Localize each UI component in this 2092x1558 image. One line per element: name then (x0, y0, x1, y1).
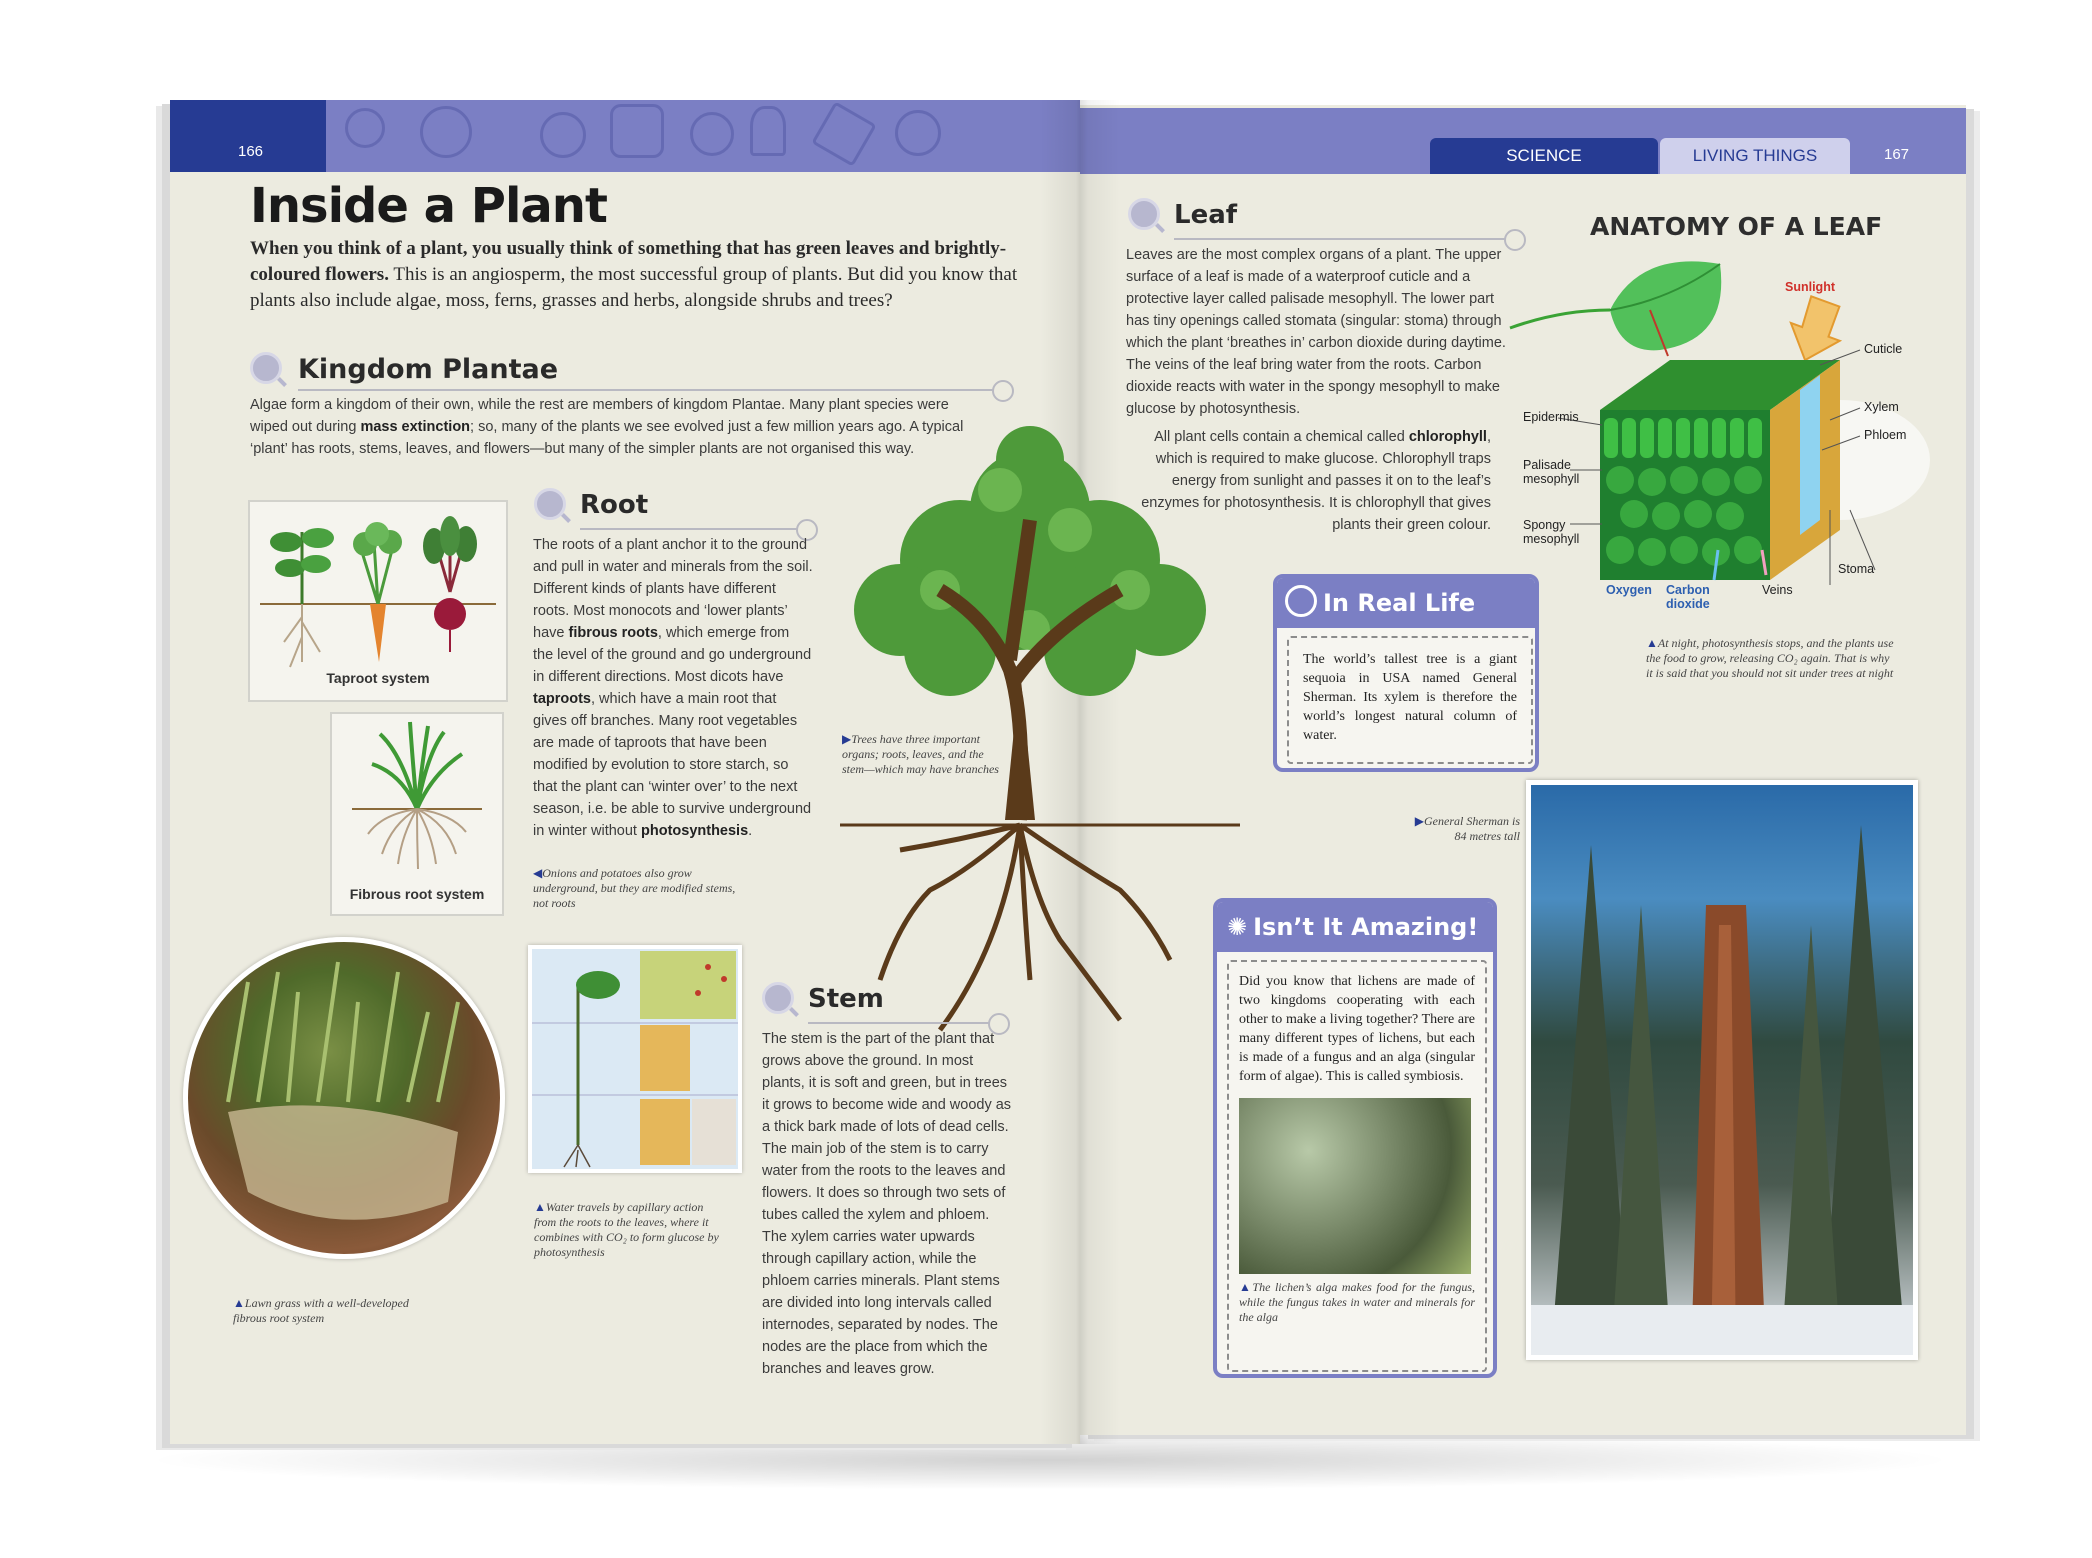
in-real-life-heading: In Real Life (1323, 589, 1476, 617)
left-page-number-block (170, 100, 326, 172)
magnifier-icon (534, 488, 566, 520)
label-palisade: Palisade mesophyll (1523, 458, 1580, 486)
intro-bold: When you think of a plant, you usually think of something that has green leaves and brightly-coloured flowers. (250, 238, 1007, 285)
in-real-life-text: The world’s tallest tree is a giant sequoia in USA named General Sherman. Its xylem is therefore the world’s longest natural column of water. (1287, 636, 1533, 764)
label-veins: Veins (1762, 583, 1793, 597)
chlorophyll-text-b: , which is required to make glucose. Chlorophyll traps energy from sunlight and passes it on to the leaf’s enzymes for photosynthesis. It is chlorophyll that gives plants their green colour. (1141, 429, 1491, 533)
label-epidermis: Epidermis (1523, 410, 1579, 424)
leaf-text: Leaves are the most complex organs of a plant. The upper surface of a leaf is made of a waterproof cuticle and a protective layer called palisade mesophyll. The lower part has tiny openings called stomata (singular: stoma) through which the plant ‘breathes in’ carbon dioxide during daytime. The veins of the leaf bring water from the roots. Carbon dioxide reacts with water in the spongy mesophyll to make glucose by photosynthesis. (1126, 247, 1506, 417)
fibrous-root-figure (330, 712, 504, 916)
grass-caption: ▲Lawn grass with a well-developed fibrous root system (233, 1296, 409, 1325)
root-text-1: The roots of a plant anchor it to the ground and pull in water and minerals from the soil. Different kinds of plants have different roots. Most monocots and ‘lower plants’ have (533, 537, 813, 641)
capillary-diagram (528, 945, 742, 1173)
label-oxygen: Oxygen (1606, 583, 1652, 597)
amazing-header (1217, 902, 1493, 952)
amazing-heading: Isn’t It Amazing! (1253, 913, 1479, 941)
root-text-4: . (748, 823, 753, 839)
page-title: Inside a Plant (250, 178, 607, 234)
anatomy-caption: ▲At night, photosynthesis stops, and the plants use the food to grow, releasing CO₂ again. That is why it is said that you should not sit under trees at night (1646, 636, 1894, 680)
root-bold-3: photosynthesis (641, 823, 749, 839)
leaf-heading: Leaf (1174, 200, 1238, 230)
root-bold-2: taproots (533, 691, 591, 707)
label-cuticle: Cuticle (1864, 342, 1903, 356)
tree-caption-text: Trees have three important organs; roots, leaves, and the stem—which may have branches (842, 732, 999, 776)
lichen-caption: ▲The lichen’s alga makes food for the fungus, while the fungus takes in water and minerals for the alga (1239, 1280, 1475, 1324)
root-heading: Root (580, 490, 649, 520)
label-spongy: Spongy mesophyll (1523, 518, 1580, 546)
page-number-right: 167 (1884, 146, 1910, 163)
stem-text: The stem is the part of the plant that grows above the ground. In most plants, it is soft and green, but in trees it grows to become wide and woody as a thick bark made of lots of dead cells. The main job of the stem is to carry water from the roots to the leaves and flowers. It does so through two sets of tubes called the xylem and phloem. The xylem carries water upwards through capillary action, while the phloem carries minerals. Plant stems are divided into long intervals called internodes, separated by nodes. The nodes are the place from which the branches and leaves grow. (762, 1031, 1012, 1377)
intro-text: This is an angiosperm, the most successful group of plants. But did you know that plants also include algae, moss, ferns, grasses and herbs, alongside shrubs and trees? (250, 264, 1018, 311)
person-icon (1285, 585, 1317, 617)
label-xylem: Xylem (1864, 400, 1899, 414)
taproot-figure (248, 500, 508, 702)
general-sherman-photo (1526, 780, 1918, 1360)
fibrous-label: Fibrous root system (349, 886, 485, 902)
leaf-anatomy-diagram (1500, 250, 1940, 600)
rule-end-circle (992, 380, 1014, 402)
intro-paragraph (250, 236, 1020, 314)
root-text (533, 534, 813, 842)
tree-caption: ▶Trees have three important organs; roots, leaves, and the stem—which may have branches (842, 732, 999, 776)
amazing-box (1227, 960, 1487, 1372)
kingdom-bold: mass extinction (360, 419, 471, 435)
capillary-action-illustration (528, 945, 742, 1173)
amazing-text: Did you know that lichens are made of two kingdoms cooperating with each other to make a living together? There are many different types of lichens, but each is made of a fungus and an alga (singular form of algae). This is called symbiosis. (1239, 974, 1475, 1084)
capillary-caption-text: Water travels by capillary action from the roots to the leaves, where it combines with CO₂ to form glucose by photosynthesis (534, 1200, 719, 1259)
in-real-life-callout (1273, 574, 1539, 772)
grass-caption-text: Lawn grass with a well-developed fibrous root system (233, 1296, 409, 1325)
label-phloem: Phloem (1864, 428, 1907, 442)
sequoia-trees-illustration (1531, 785, 1913, 1355)
sherman-caption-text: General Sherman is 84 metres tall (1424, 814, 1520, 843)
taproot-plants-illustration (250, 502, 506, 672)
page-number-left: 166 (238, 143, 264, 160)
sherman-caption: ▶General Sherman is 84 metres tall (1414, 814, 1520, 843)
chlorophyll-text (1126, 426, 1491, 536)
anatomy-caption-text: At night, photosynthesis stops, and the plants use the food to grow, releasing CO₂ again. That is why it is said that you should not sit under trees at night (1646, 636, 1894, 680)
tab-living-things[interactable]: LIVING THINGS (1660, 138, 1850, 174)
label-stoma: Stoma (1838, 562, 1875, 576)
lichen-photo (1239, 1098, 1471, 1274)
onion-caption-text: Onions and potatoes also grow underground, but they are modified stems, not roots (533, 866, 736, 910)
tab-science[interactable]: SCIENCE (1430, 138, 1658, 174)
root-text-3: , which have a main root that gives off branches. Many root vegetables are made of taproots that have been modified by evolution to store starch, so that the plant can ‘winter over’ to the next season, i.e. be able to survive underground in winter without (533, 691, 812, 839)
amazing-callout (1213, 898, 1497, 1378)
taproot-label: Taproot system (326, 670, 430, 686)
root-text-2: , which emerge from the level of the ground and go underground in different directions. Most dicots have (533, 625, 812, 685)
grass-blades-icon (188, 942, 500, 1254)
in-real-life-header (1277, 578, 1535, 628)
kingdom-heading: Kingdom Plantae (298, 354, 559, 385)
stem-heading: Stem (808, 984, 884, 1014)
kingdom-text-2: ; so, many of the plants we see evolved just a few million years ago. A typical ‘plant’ has roots, stems, leaves, and flowers—but many of the simpler plants are not organised this way. (250, 419, 964, 457)
capillary-caption: ▲Water travels by capillary action from the roots to the leaves, where it combines with CO₂ to form glucose by photosynthesis (534, 1200, 719, 1259)
onion-caption: ◀Onions and potatoes also grow underground, but they are modified stems, not roots (533, 866, 736, 910)
grass-root-photo (183, 937, 505, 1259)
anatomy-title: ANATOMY OF A LEAF (1590, 212, 1883, 241)
root-bold-1: fibrous roots (568, 625, 658, 641)
fibrous-roots-illustration (332, 714, 502, 884)
magnifier-icon (762, 982, 794, 1014)
sparkle-icon: ✺ (1227, 913, 1248, 941)
chlorophyll-text-a: All plant cells contain a chemical called (1154, 429, 1409, 445)
rule-end-circle (1504, 229, 1526, 251)
label-carbon-dioxide: Carbon dioxide (1666, 583, 1710, 611)
magnifier-icon (250, 352, 282, 384)
magnifier-icon (1128, 198, 1160, 230)
kingdom-text-1: Algae form a kingdom of their own, while the rest are members of kingdom Plantae. Many plant species were wiped out during (250, 397, 949, 435)
lichen-caption-text: The lichen’s alga makes food for the fungus, while the fungus takes in water and minerals for the alga (1239, 1280, 1475, 1324)
chlorophyll-bold: chlorophyll (1408, 429, 1487, 445)
label-sunlight: Sunlight (1785, 280, 1835, 294)
